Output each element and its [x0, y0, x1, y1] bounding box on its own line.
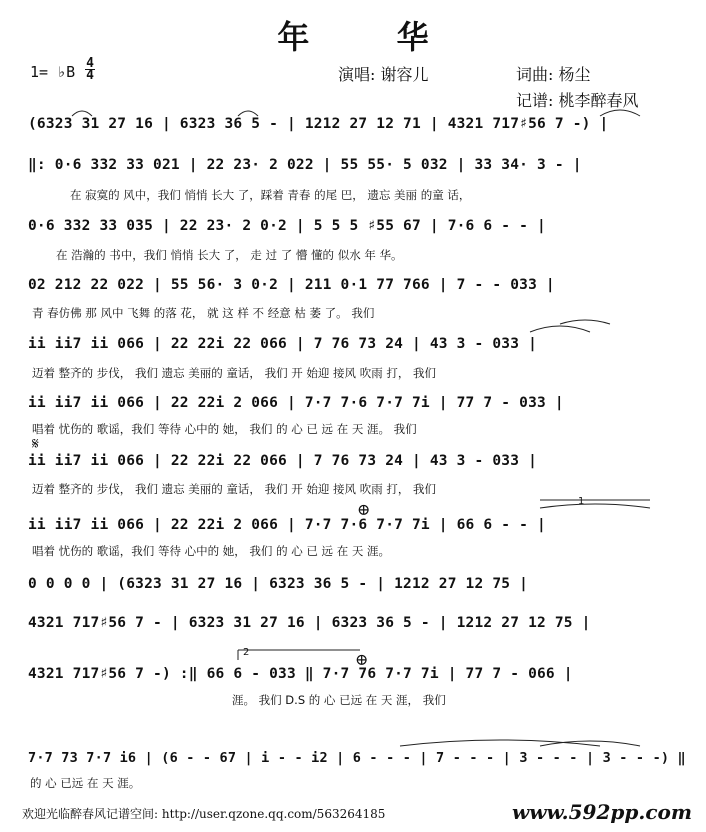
segno-icon: 𝄋: [32, 434, 39, 453]
tie-mark: [530, 326, 590, 332]
tie-mark: [540, 504, 650, 508]
notation-row: (6323 31 27 16 | 6323 36 5 - | 1212 27 12 71 | 4321 717♯56 7 -) |: [28, 116, 609, 132]
coda-icon: ⊕: [355, 650, 369, 669]
time-signature: [84, 58, 96, 81]
lyric-line: 在 浩瀚的 书中，我们 悄悄 长大 了， 走 过 了 懵 懂的 似水 年 华。: [56, 248, 403, 262]
volta-1-number: 1: [578, 496, 585, 507]
song-title: 年 华: [277, 18, 467, 56]
transcriber-credit: 记谱: 桃李醉春风: [516, 91, 639, 110]
lyric-line: 唱着 忧伤的 歌谣，我们 等待 心中的 她， 我们 的 心 已 远 在 天 涯。: [32, 544, 391, 558]
notation-row: ii ii7 ii 066 | 22 22i 22 066 | 7 76 73 24 | 43 3 - 033 |: [28, 336, 537, 352]
footer-site-logo: www.592pp.com: [512, 800, 692, 824]
coda-icon: ⊕: [357, 500, 371, 519]
tie-mark: [540, 741, 640, 746]
notation-row: ii ii7 ii 066 | 22 22i 2 066 | 7·7 7·6 7·7 7i | 77 7 - 033 |: [28, 395, 564, 411]
lyric-line: 迈着 整齐的 步伐， 我们 遗忘 美丽的 童话， 我们 开 始迎 接风 吹雨 打， 我们: [32, 482, 437, 496]
singer-credit: 演唱: 谢容儿: [338, 65, 429, 84]
notation-row: 4321 717♯56 7 - | 6323 31 27 16 | 6323 36 5 - | 1212 27 12 75 |: [28, 615, 591, 631]
notation-row: ii ii7 ii 066 | 22 22i 2 066 | 7·7 7·6 7·7 7i | 66 6 - - |: [28, 517, 546, 533]
notation-row: 7·7 73 7·7 i6 | (6 - - 67 | i - - i2 | 6 - - - | 7 - - - | 3 - - - | 3 - - -) ‖: [28, 750, 686, 766]
time-signature-bottom: 4: [86, 68, 94, 83]
lyric-line: 唱着 忧伤的 歌谣，我们 等待 心中的 她， 我们 的 心 已 远 在 天 涯。 我们: [32, 422, 417, 436]
lyric-line: 迈着 整齐的 步伐， 我们 遗忘 美丽的 童话， 我们 开 始迎 接风 吹雨 打， 我们: [32, 366, 437, 380]
notation-row: 0·6 332 33 035 | 22 23· 2 0·2 | 5 5 5 ♯55 67 | 7·6 6 - - |: [28, 218, 546, 234]
time-signature-top: 4: [86, 56, 94, 71]
notation-row: ii ii7 ii 066 | 22 22i 22 066 | 7 76 73 24 | 43 3 - 033 |: [28, 453, 537, 469]
notation-row: 4321 717♯56 7 -) :‖ 66 6 - 033 ‖ 7·7 76 7·7 7i | 77 7 - 066 |: [28, 666, 573, 682]
lyric-line: 的 心 已远 在 天 涯。: [30, 776, 141, 790]
key-signature: 1= ♭B: [30, 63, 76, 81]
footer-welcome: 欢迎光临醉春风记谱空间: http://user.qzone.qq.com/563264185: [22, 807, 386, 821]
volta-2-number: 2: [243, 647, 250, 658]
writer-credit: 词曲: 杨尘: [516, 65, 591, 84]
notation-row: ‖: 0·6 332 33 021 | 22 23· 2 022 | 55 55· 5 032 | 33 34· 3 - |: [28, 157, 582, 173]
notation-row: 02 212 22 022 | 55 56· 3 0·2 | 211 0·1 77 766 | 7 - - 033 |: [28, 277, 555, 293]
notation-row: 0 0 0 0 | (6323 31 27 16 | 6323 36 5 - | 1212 27 12 75 |: [28, 576, 529, 592]
lyric-line: 涯。 我们 D.S 的 心 已远 在 天 涯， 我们: [232, 693, 446, 707]
lyric-line: 在 寂寞的 风中，我们 悄悄 长大 了，踩着 青春 的尾 巴， 遗忘 美丽 的童 话，: [70, 188, 471, 202]
tie-mark: [400, 740, 600, 746]
lyric-line: 青 春仿佛 那 风中 飞舞 的落 花， 就 这 样 不 经意 枯 萎 了。 我们: [32, 306, 375, 320]
